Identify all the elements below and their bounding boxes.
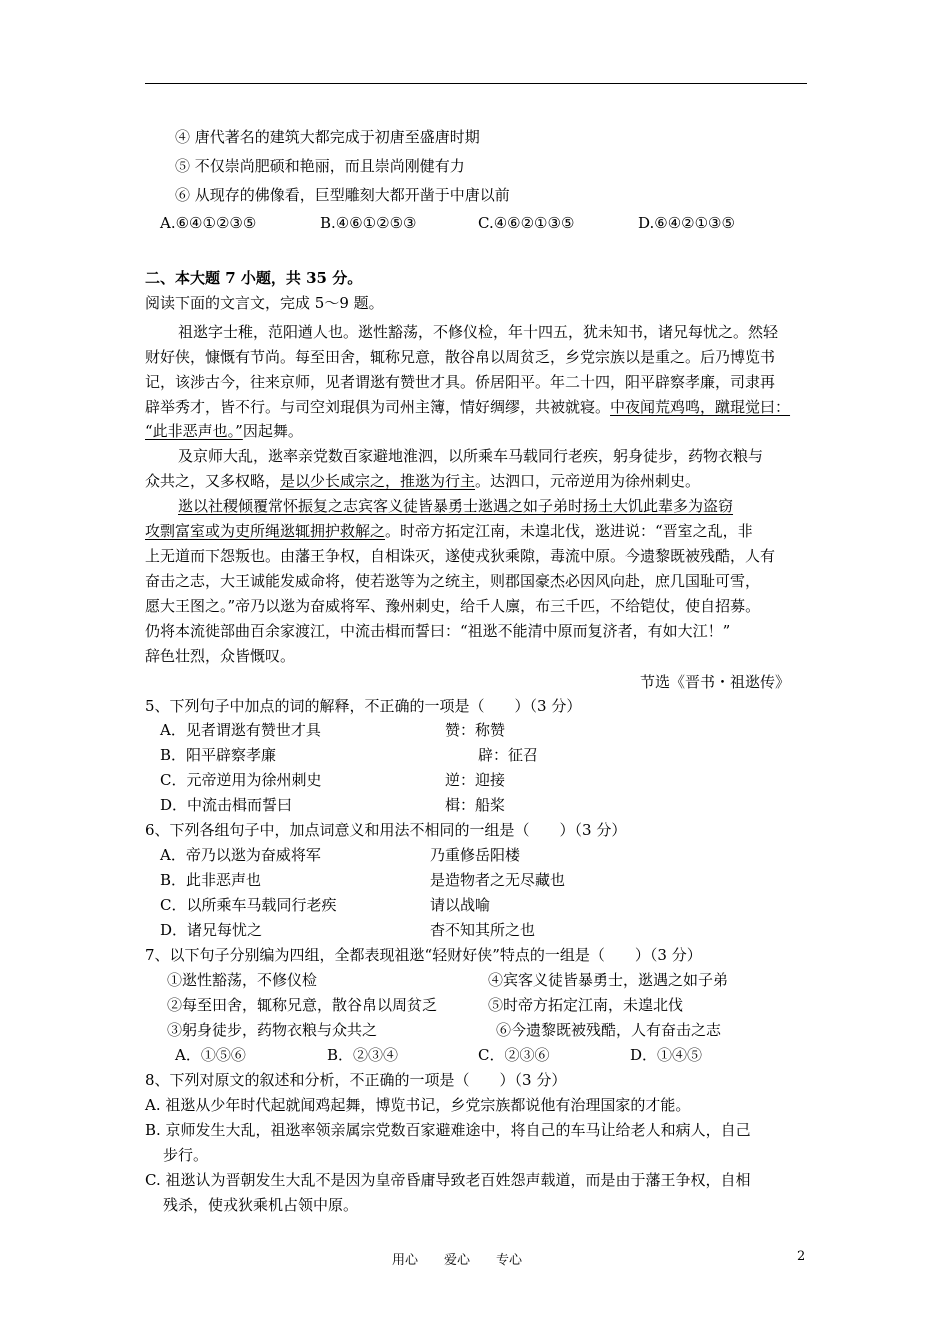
q8-option-b-cont: 步行。 <box>163 1146 209 1164</box>
q7-sentence-2: ②每至田舍，辄称兄意，散谷帛以周贫乏 <box>167 996 438 1014</box>
q7-sentence-4: ④宾客义徒皆暴勇士，逖遇之如子弟 <box>488 971 729 989</box>
passage-text: 辟举秀才，皆不行。与司空刘琨俱为司州主簿，情好绸缪，共被就寝。 <box>145 398 611 416</box>
passage-line: 愿大王图之。”帝乃以逖为奋威将军、豫州刺史，给千人廪，布三千匹，不给铠仗，使自招募。 <box>145 597 761 615</box>
q7-sentence-3: ③躬身徒步，药物衣粮与众共之 <box>167 1021 378 1039</box>
underlined-sentence: 是以少长咸宗之，推逖为行主 <box>280 472 476 490</box>
q8-option-b: B. 京师发生大乱，祖逖率领亲属宗党数百家避难途中，将自己的车马让给老人和病人，自己 <box>145 1121 751 1139</box>
q5-option-c-gloss: 逆：迎接 <box>445 771 506 789</box>
q4-option-b: B.④⑥①②⑤③ <box>320 214 417 232</box>
passage-text: 因起舞。 <box>242 422 303 440</box>
passage-line: 仍将本流徙部曲百余家渡江，中流击楫而誓曰：“祖逖不能清中原而复济者，有如大江！” <box>145 622 731 640</box>
q5-option-b-gloss: 辟：征召 <box>478 746 539 764</box>
passage-line: 财好侠，慷慨有节尚。每至田舍，辄称兄意，散谷帛以周贫乏，乡党宗族以是重之。后乃博览书 <box>145 348 776 366</box>
q4-option-a: A.⑥④①②③⑤ <box>160 214 257 232</box>
passage-line <box>145 471 700 491</box>
q6-option-d-pair: 杳不知其所之也 <box>430 921 536 939</box>
q6-option-d: D．诸兄每忧之 <box>160 921 263 939</box>
q8-option-a: A. 祖逖从少年时代起就闻鸡起舞，博览书记，乡党宗族都说他有治理国家的才能。 <box>145 1096 691 1114</box>
q6-option-b: B．此非恶声也 <box>160 871 262 889</box>
q7-option-d: D．①④⑤ <box>630 1046 703 1064</box>
q5-option-d: D．中流击楫而誓曰 <box>160 796 293 814</box>
item-6: ⑥ 从现存的佛像看，巨型雕刻大都开凿于中唐以前 <box>175 186 510 204</box>
passage-line <box>145 421 303 441</box>
q5-option-b: B．阳平辟察孝廉 <box>160 746 277 764</box>
q7-sentence-5: ⑤时帝方拓定江南，未遑北伐 <box>488 996 684 1014</box>
passage-line: 祖逖字士稚，范阳遒人也。逖性豁荡，不修仪检，年十四五，犹未知书，诸兄每忧之。然轻 <box>178 323 779 341</box>
q4-option-d: D.⑥④②①③⑤ <box>638 214 735 232</box>
unpunctuated-passage-line: 逖以社稷倾覆常怀振复之志宾客义徒皆暴勇士逖遇之如子弟时扬土大饥此辈多为盗窃 <box>178 497 734 515</box>
underlined-sentence: 中夜闻荒鸡鸣，蹴琨觉曰： <box>610 398 791 416</box>
q6-option-b-pair: 是造物者之无尽藏也 <box>430 871 566 889</box>
q7-option-b: B．②③④ <box>327 1046 399 1064</box>
passage-text: 。达泗口，元帝逆用为徐州刺史。 <box>475 472 701 490</box>
passage-line: 上无道而下怨叛也。由藩王争权，自相诛灭，遂使戎狄乘隙，毒流中原。今遗黎既被残酷，人有 <box>145 547 776 565</box>
item-5: ⑤ 不仅崇尚肥硕和艳丽，而且崇尚刚健有力 <box>175 157 465 175</box>
passage-line: 辞色壮烈，众皆慨叹。 <box>145 647 296 665</box>
unpunctuated-passage-text: 攻剽富室或为吏所绳逖辄拥护救解之 <box>145 522 386 540</box>
passage-line: 奋击之志，大王诚能发威命将，使若逖等为之统主，则郡国豪杰必因风向赴，庶几国耻可雪， <box>145 572 761 590</box>
q6-stem: 6、下列各组句子中，加点词意义和用法不相同的一组是（ ）（3 分） <box>145 821 627 839</box>
passage-line <box>145 521 753 541</box>
q7-sentence-1: ①逖性豁荡，不修仪检 <box>167 971 318 989</box>
q5-option-c: C．元帝逆用为徐州刺史 <box>160 771 322 789</box>
section-intro: 阅读下面的文言文，完成 5～9 题。 <box>145 294 384 312</box>
q5-option-a-gloss: 赞：称赞 <box>445 721 506 739</box>
section-heading: 二、本大题 7 小题，共 35 分。 <box>145 269 363 287</box>
q5-option-d-gloss: 楫：船桨 <box>445 796 506 814</box>
header-rule <box>145 83 807 84</box>
passage-line: 记，该涉古今，往来京师，见者谓逖有赞世才具。侨居阳平。年二十四，阳平辟察孝廉，司隶再 <box>145 373 776 391</box>
passage-text: 。时帝方拓定江南，未遑北伐，逖进说：“晋室之乱，非 <box>385 522 753 540</box>
q5-stem: 5、下列句子中加点的词的解释，不正确的一项是（ ）（3 分） <box>145 697 582 715</box>
q6-option-a: A．帝乃以逖为奋威将军 <box>160 846 321 864</box>
q8-option-c: C. 祖逖认为晋朝发生大乱不是因为皇帝昏庸导致老百姓怨声载道，而是由于藩王争权，自相 <box>145 1171 751 1189</box>
q8-stem: 8、下列对原文的叙述和分析，不正确的一项是（ ）（3 分） <box>145 1071 567 1089</box>
q6-option-a-pair: 乃重修岳阳楼 <box>430 846 521 864</box>
q7-sentence-6: ⑥今遗黎既被残酷，人有奋击之志 <box>496 1021 722 1039</box>
page-number: 2 <box>797 1249 806 1264</box>
item-4: ④ 唐代著名的建筑大都完成于初唐至盛唐时期 <box>175 128 480 146</box>
q8-option-c-cont: 残杀，使戎狄乘机占领中原。 <box>163 1196 359 1214</box>
q7-option-c: C．②③⑥ <box>478 1046 550 1064</box>
q7-option-a: A．①⑤⑥ <box>175 1046 246 1064</box>
passage-text: 众共之，又多权略， <box>145 472 281 490</box>
q6-option-c: C．以所乘车马载同行老疾 <box>160 896 337 914</box>
passage-line <box>145 397 790 417</box>
q4-option-c: C.④⑥②①③⑤ <box>478 214 575 232</box>
q7-stem: 7、以下句子分别编为四组，全都表现祖逖“轻财好侠”特点的一组是（ ）（3 分） <box>145 946 702 964</box>
footer-slogan: 用心 爱心 专心 <box>392 1253 523 1268</box>
q5-option-a: A．见者谓逖有赞世才具 <box>160 721 321 739</box>
passage-line: 及京师大乱，逖率亲党数百家避地淮泗，以所乘车马载同行老疾，躬身徒步，药物衣粮与 <box>178 447 764 465</box>
q6-option-c-pair: 请以战喻 <box>430 896 491 914</box>
underlined-sentence: “此非恶声也。” <box>145 422 243 440</box>
passage-source: 节选《晋书・祖逖传》 <box>640 673 791 691</box>
